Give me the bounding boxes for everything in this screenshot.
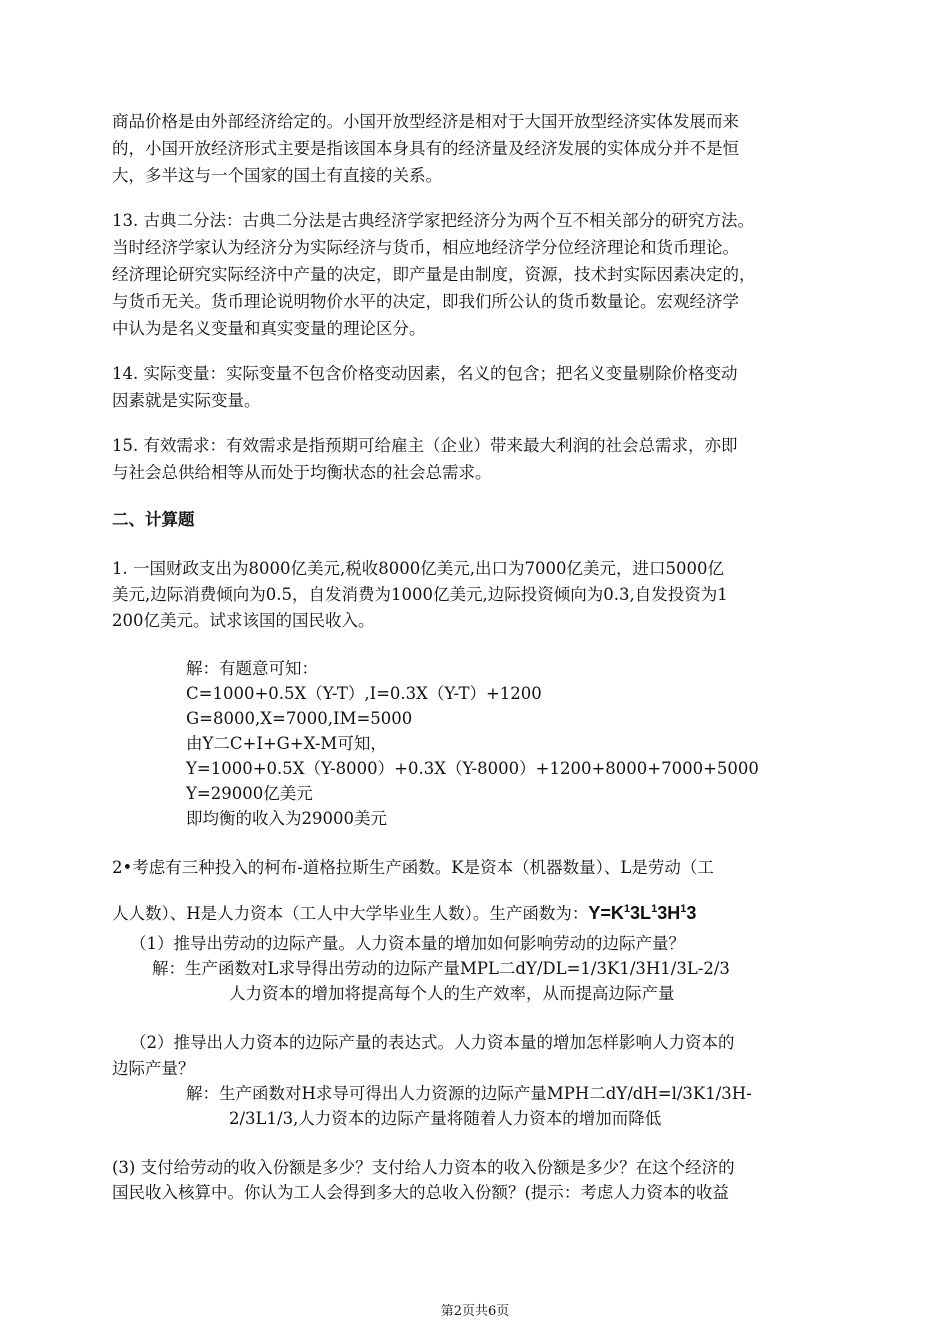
paragraph-line: 当时经济学家认为经济分为实际经济与货币，相应地经济学分位经济理论和货币理论。 [112,238,739,257]
solution-line: 解：有题意可知： [186,659,318,678]
solution-line: C=1000+0.5X（Y-T）,I=0.3X（Y-T）+1200 [186,684,542,703]
sub-question-line: （2）推导出人力资本的边际产量的表达式。人力资本量的增加怎样影响人力资本的 [130,1033,735,1052]
solution-line: G=8000,X=7000,IM=5000 [186,709,413,728]
paragraph-line: 15. 有效需求：有效需求是指预期可给雇主（企业）带来最大利润的社会总需求，亦即 [112,436,738,455]
paragraph-line: 商品价格是由外部经济给定的。小国开放型经济是相对于大国开放型经济实体发展而来 [112,112,739,131]
paragraph-line: 与社会总供给相等从而处于均衡状态的社会总需求。 [112,463,492,482]
solution-line: Y=1000+0.5X（Y-8000）+0.3X（Y-8000）+1200+8000+7000+5000 [186,759,759,778]
paragraph-line: 经济理论研究实际经济中产量的决定，即产量是由制度，资源，技术封实际因素决定的， [112,265,756,284]
question-line: 美元,边际消费倾向为0.5，自发消费为1000亿美元,边际投资倾向为0.3,自发投资为1 [112,585,728,604]
solution-line: 由Y二C+I+G+X-M可知， [186,734,387,753]
solution-line: 解：生产函数对L求导得出劳动的边际产量MPL二dY/DL=1/3K1/3H1/3L-2/3 [152,959,730,978]
solution-line: 2/3L1/3,人力资本的边际产量将随着人力资本的增加而降低 [229,1109,662,1128]
question-line [112,901,696,926]
paragraph-line: 的，小国开放经济形式主要是指该国本身具有的经济量及经济发展的实体成分并不是恒 [112,139,739,158]
paragraph-line: 因素就是实际变量。 [112,391,261,410]
paragraph-line: 中认为是名义变量和真实变量的理论区分。 [112,319,426,338]
paragraph-line: 13. 古典二分法：古典二分法是古典经济学家把经济分为两个互不相关部分的研究方法。 [112,211,754,230]
solution-line: 即均衡的收入为29000美元 [186,809,387,828]
sub-question-line: 边际产量？ [112,1059,195,1078]
question-line: 1. 一国财政支出为8000亿美元,税收8000亿美元,出口为7000亿美元，进口5000亿 [112,559,724,578]
question-text: 人人数）、H是人力资本（工人中大学毕业生人数）。生产函数为： [112,904,589,923]
sub-question-line: (3) 支付给劳动的收入份额是多少？支付给人力资本的收入份额是多少？在这个经济的 [112,1158,735,1177]
solution-line: 解：生产函数对H求导可得出人力资源的边际产量MPH二dY/dH=l/3K1/3H- [186,1084,752,1103]
paragraph-line: 14. 实际变量：实际变量不包含价格变动因素，名义的包含；把名义变量剔除价格变动 [112,364,738,383]
page-footer: 第2页共6页 [440,1304,510,1319]
paragraph-line: 与货币无关。货币理论说明物价水平的决定，即我们所公认的货币数量论。宏观经济学 [112,292,739,311]
sub-question-line: （1）推导出劳动的边际产量。人力资本量的增加如何影响劳动的边际产量？ [130,934,685,953]
paragraph-line: 大，多半这与一个国家的国土有直接的关系。 [112,166,442,185]
production-function-formula: $Y=K^13L^13H^13$ [588,903,697,923]
solution-line: 人力资本的增加将提高每个人的生产效率，从而提高边际产量 [229,984,675,1003]
solution-line: Y=29000亿美元 [186,784,313,803]
section-heading: 二、计算题 [112,510,195,529]
question-line: 2•考虑有三种投入的柯布-道格拉斯生产函数。K是资本（机器数量）、L是劳动（工 [112,858,714,877]
question-line: 200亿美元。试求该国的国民收入。 [112,611,375,630]
sub-question-line: 国民收入核算中。你认为工人会得到多大的总收入份额？(提示：考虑人力资本的收益 [112,1183,729,1202]
